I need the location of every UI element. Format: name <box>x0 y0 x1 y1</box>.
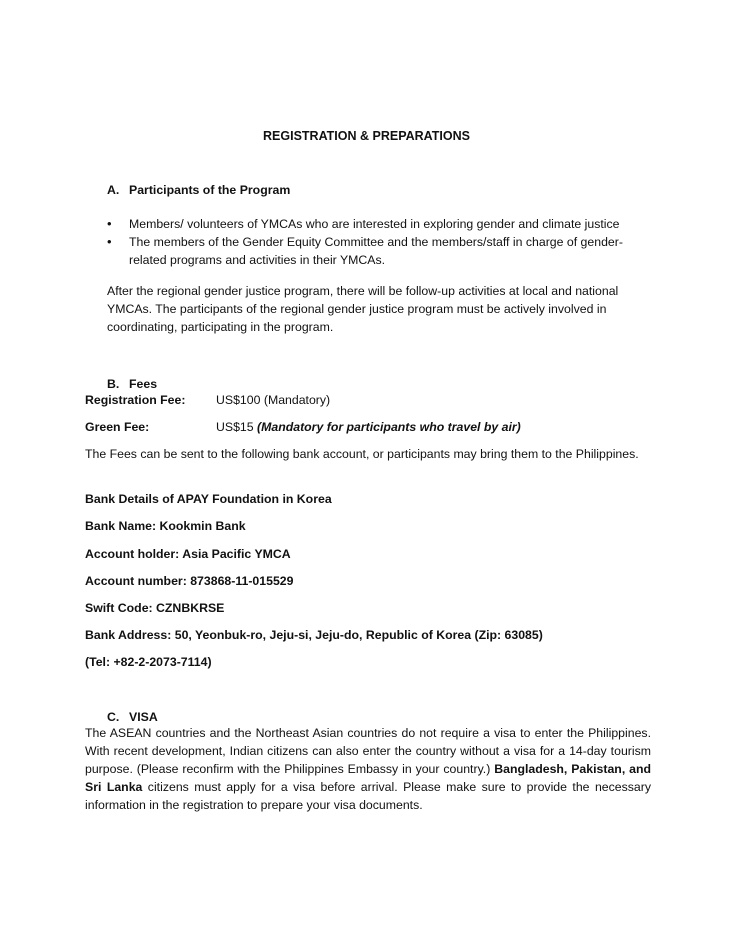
fees-paragraph: The Fees can be sent to the following bank account, or participants may bring them to the Philippines. <box>85 447 639 461</box>
follow-up-paragraph: After the regional gender justice program, there will be follow-up activities at local and national YMCAs. The participants of the regional gender justice program must be actively involved in coordinating, participating in the program. <box>107 284 619 334</box>
participants-list <box>107 215 652 269</box>
visa-text-2: citizens must apply for a visa before arrival. Please make sure to provide the necessary information in the registration to prepare your visa documents. <box>85 780 651 812</box>
section-b-letter: B. <box>107 377 120 391</box>
visa-paragraph <box>85 724 651 814</box>
registration-fee-value: US$100 (Mandatory) <box>216 393 331 407</box>
registration-fee-label: Registration Fee: <box>85 393 186 407</box>
green-fee-note: (Mandatory for participants who travel by air) <box>257 420 521 434</box>
green-fee-label: Green Fee: <box>85 420 150 434</box>
list-item: • The members of the Gender Equity Committee and the members/staff in charge of gender-related programs and activities in their YMCAs. <box>107 233 652 269</box>
green-fee-value: US$15 <box>216 420 258 434</box>
section-a-letter: A. <box>107 183 120 197</box>
visa-text-1: The ASEAN countries and the Northeast Asian countries do not require a visa to enter the Philippines. With recent development, Indian citizens can also enter the country without a visa for a 14-day tourism purpose. (Please reconfirm with the Philippines Embassy in your country.) <box>85 726 651 776</box>
bank-tel: (Tel: +82-2-2073-7114) <box>85 655 212 669</box>
swift-code: Swift Code: CZNBKRSE <box>85 601 225 615</box>
section-c-letter: C. <box>107 710 120 724</box>
bank-name: Bank Name: Kookmin Bank <box>85 519 246 533</box>
account-number: Account number: 873868-11-015529 <box>85 574 294 588</box>
account-holder: Account holder: Asia Pacific YMCA <box>85 547 291 561</box>
list-item: • Members/ volunteers of YMCAs who are interested in exploring gender and climate justice <box>107 215 652 233</box>
bank-address: Bank Address: 50, Yeonbuk-ro, Jeju-si, Jeju-do, Republic of Korea (Zip: 63085) <box>85 628 543 642</box>
section-b-title: Fees <box>129 377 158 391</box>
visa-countries: Bangladesh, Pakistan, and Sri Lanka <box>85 762 651 794</box>
registration-fee-row <box>85 391 330 409</box>
bank-details-heading: Bank Details of APAY Foundation in Korea <box>85 492 332 506</box>
section-c-title: VISA <box>129 710 158 724</box>
green-fee-row <box>85 418 521 436</box>
section-a-title: Participants of the Program <box>129 183 291 197</box>
section-a-heading <box>107 181 290 199</box>
page-title: REGISTRATION & PREPARATIONS <box>263 129 470 143</box>
